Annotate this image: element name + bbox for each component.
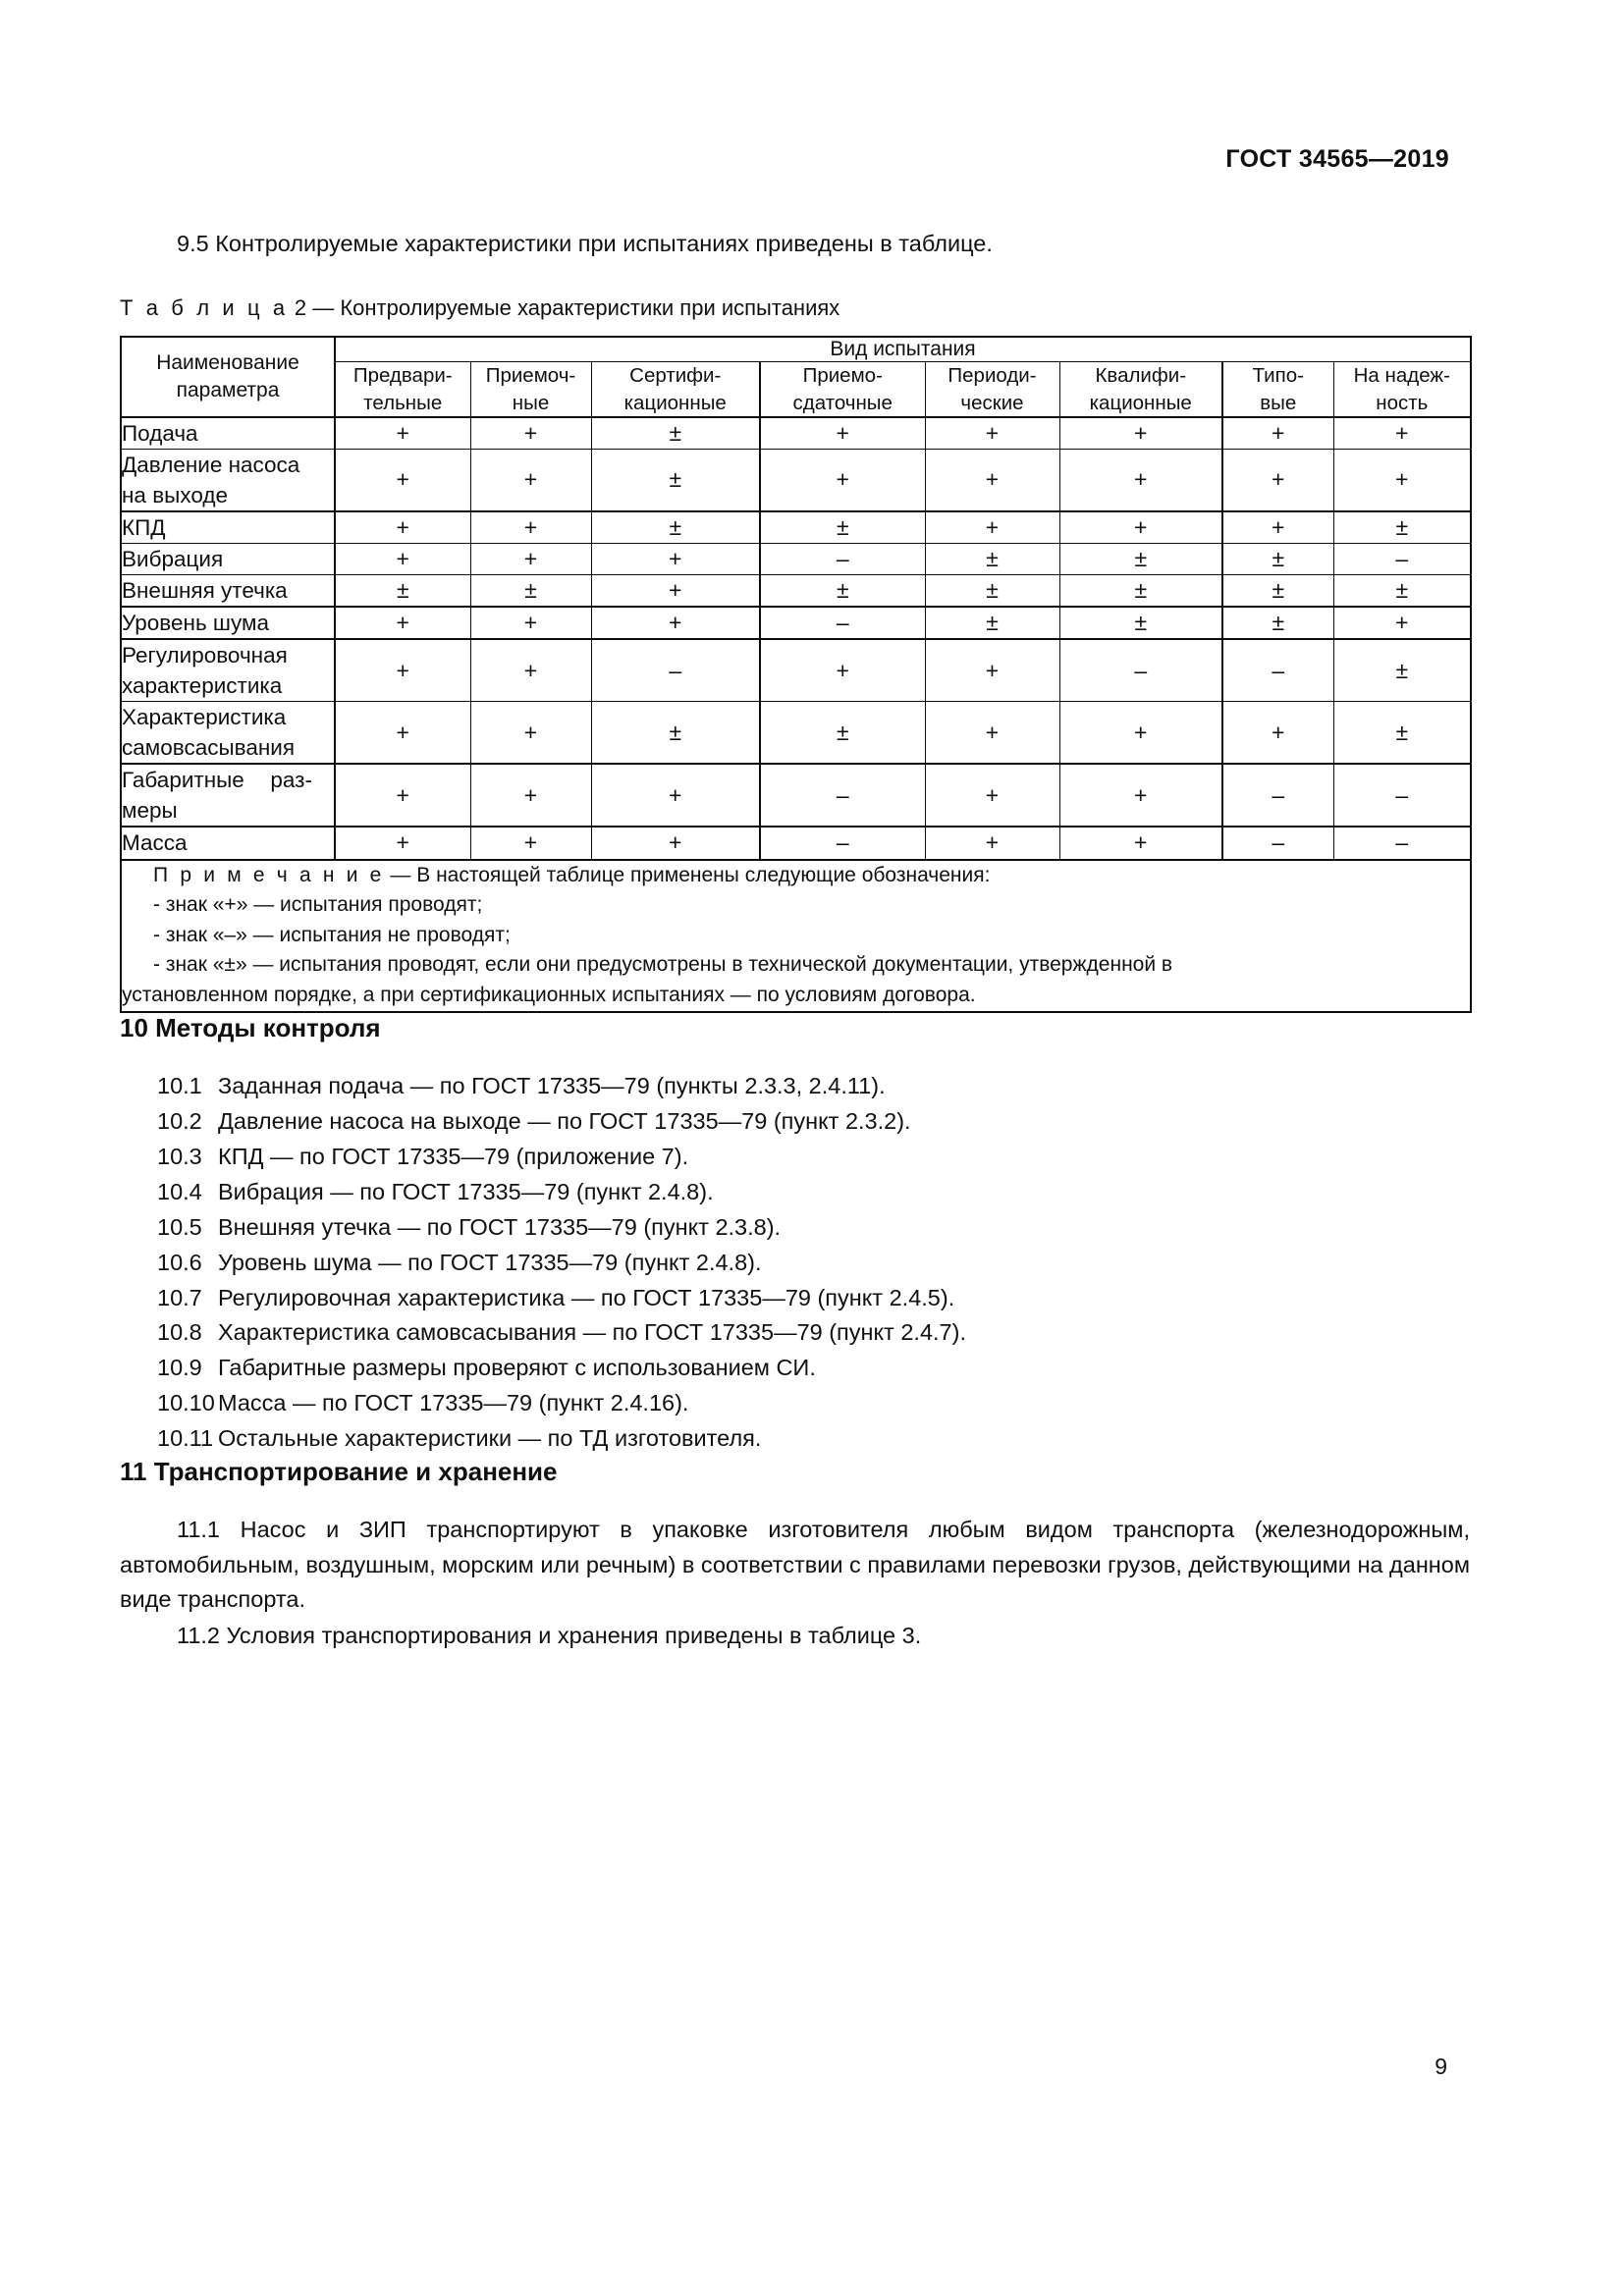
- header-col-certification-line2: кационные: [623, 391, 727, 414]
- header-test-type-group: Вид испытания: [335, 337, 1471, 362]
- clause-text: Заданная подача — по ГОСТ 17335—79 (пункты 2.3.3, 2.4.11).: [218, 1072, 886, 1098]
- cell-value: +: [470, 702, 591, 765]
- table-row: [121, 702, 1471, 765]
- row-label-line1: Характеристика: [122, 705, 287, 730]
- header-col-acceptance-delivery-line1: Приемо-: [802, 364, 883, 388]
- table-head: [121, 337, 1471, 417]
- cell-value: +: [760, 639, 925, 702]
- table-caption-word: Т а б л и ц а: [120, 295, 289, 321]
- header-col-type: [1222, 362, 1333, 417]
- header-col-preliminary: [335, 362, 470, 417]
- cell-value: +: [470, 544, 591, 575]
- clause-11-1: 11.1 Насос и ЗИП транспортируют в упаковке изготовителя любым видом транспорта (железнодорожным, автомобильным, воздушным, морским или речным) в соответствии с правилами перевозки грузов, действующими на данном виде транспорта.: [120, 1517, 1470, 1612]
- cell-value: ±: [1222, 607, 1333, 639]
- header-col-acceptance-line2: ные: [512, 391, 550, 414]
- cell-value: ±: [760, 511, 925, 544]
- row-label-line2: на выходе: [122, 482, 228, 507]
- clause-10-11: [157, 1421, 1470, 1457]
- cell-value: ±: [925, 607, 1059, 639]
- cell-value: –: [591, 639, 760, 702]
- cell-value: +: [335, 764, 470, 827]
- cell-value: +: [591, 827, 760, 859]
- clause-10-2: [157, 1104, 1470, 1140]
- row-label: [121, 511, 335, 544]
- clause-number: 10.4: [157, 1178, 202, 1204]
- cell-value: +: [470, 639, 591, 702]
- clause-10-9: [157, 1351, 1470, 1386]
- cell-value: ±: [1333, 702, 1471, 765]
- clause-10-10: [157, 1386, 1470, 1421]
- cell-value: ±: [1333, 639, 1471, 702]
- running-header: ГОСТ 34565—2019: [1225, 145, 1449, 173]
- cell-value: +: [335, 417, 470, 450]
- header-col-reliability-line2: ность: [1376, 391, 1429, 414]
- row-label-line1: КПД: [122, 515, 166, 540]
- table-note-row: [121, 860, 1471, 1012]
- clause-text: Остальные характеристики — по ТД изготовителя.: [218, 1425, 762, 1452]
- table-row: [121, 607, 1471, 639]
- table-row: [121, 544, 1471, 575]
- cell-value: +: [470, 511, 591, 544]
- cell-value: +: [760, 417, 925, 450]
- row-label: [121, 449, 335, 511]
- cell-value: ±: [335, 575, 470, 608]
- clause-text: Уровень шума — по ГОСТ 17335—79 (пункт 2.4.8).: [218, 1249, 762, 1275]
- table-row: [121, 639, 1471, 702]
- cell-value: –: [1222, 764, 1333, 827]
- clause-text: Масса — по ГОСТ 17335—79 (пункт 2.4.16).: [218, 1390, 689, 1416]
- clause-number: 10.9: [157, 1355, 202, 1381]
- header-col-qualification-line2: кационные: [1089, 391, 1192, 414]
- clause-text: Давление насоса на выходе — по ГОСТ 17335—79 (пункт 2.3.2).: [218, 1107, 911, 1134]
- header-col-certification: [591, 362, 760, 417]
- table-row: [121, 575, 1471, 608]
- table-caption-dash: —: [312, 295, 335, 321]
- cell-value: –: [1222, 639, 1333, 702]
- header-parameter-name: [121, 337, 335, 417]
- header-col-reliability-line1: На надеж-: [1353, 364, 1450, 388]
- row-label: [121, 544, 335, 575]
- table-caption-number: 2: [294, 295, 307, 321]
- clause-text: Регулировочная характеристика — по ГОСТ 17335—79 (пункт 2.4.5).: [218, 1284, 955, 1310]
- clause-number: 10.5: [157, 1213, 202, 1240]
- row-label: [121, 417, 335, 450]
- header-col-certification-line1: Сертифи-: [629, 364, 722, 388]
- cell-value: +: [1333, 449, 1471, 511]
- cell-value: ±: [760, 702, 925, 765]
- clause-number: 10.1: [157, 1072, 202, 1098]
- clause-number: 10.6: [157, 1249, 202, 1275]
- cell-value: +: [1059, 702, 1222, 765]
- note-item-plusminus-line2: установленном порядке, а при сертификационных испытаниях — по условиям договора.: [122, 984, 976, 1007]
- table-row: [121, 449, 1471, 511]
- header-col-qualification: [1059, 362, 1222, 417]
- clause-10-5: [157, 1210, 1470, 1246]
- cell-value: +: [335, 511, 470, 544]
- cell-value: –: [1222, 827, 1333, 859]
- cell-value: –: [760, 607, 925, 639]
- header-col-reliability: [1333, 362, 1471, 417]
- cell-value: +: [470, 449, 591, 511]
- row-label-line1: Уровень шума: [122, 611, 269, 636]
- cell-value: ±: [1059, 575, 1222, 608]
- header-col-type-line2: вые: [1260, 391, 1297, 414]
- cell-value: –: [1333, 827, 1471, 859]
- cell-value: ±: [760, 575, 925, 608]
- clause-number: 10.3: [157, 1143, 202, 1169]
- table-caption: [120, 295, 1470, 321]
- cell-value: ±: [1333, 575, 1471, 608]
- clause-text: Габаритные размеры проверяют с использованием СИ.: [218, 1355, 816, 1381]
- cell-value: +: [925, 417, 1059, 450]
- table-head-row-1: [121, 337, 1471, 362]
- page-number: 9: [1435, 2054, 1447, 2079]
- cell-value: ±: [1333, 511, 1471, 544]
- header-parameter-name-line2: параметра: [176, 379, 280, 402]
- table-row: [121, 511, 1471, 544]
- clause-10-8: [157, 1315, 1470, 1351]
- note-item-plusminus-line1: - знак «±» — испытания проводят, если они предусмотрены в технической документации, утвержденной в: [153, 953, 1173, 977]
- clause-number: 10.8: [157, 1319, 202, 1346]
- cell-value: –: [760, 764, 925, 827]
- row-label-line1: Вибрация: [122, 547, 224, 572]
- row-label-line1: Давление насоса: [122, 452, 300, 477]
- cell-value: ±: [1059, 607, 1222, 639]
- row-label-line2: самовсасывания: [122, 735, 296, 761]
- cell-value: +: [1333, 417, 1471, 450]
- cell-value: –: [1333, 764, 1471, 827]
- cell-value: ±: [591, 702, 760, 765]
- header-col-preliminary-line1: Предвари-: [352, 364, 453, 388]
- cell-value: +: [760, 449, 925, 511]
- cell-value: +: [335, 607, 470, 639]
- clause-text: Характеристика самовсасывания — по ГОСТ 17335—79 (пункт 2.4.7).: [218, 1319, 966, 1346]
- cell-value: +: [591, 607, 760, 639]
- header-col-acceptance-delivery-line2: сдаточные: [792, 391, 893, 414]
- cell-value: +: [335, 827, 470, 859]
- clause-10-7: [157, 1281, 1470, 1316]
- controlled-characteristics-table: [120, 336, 1472, 1012]
- table-caption-title: Контролируемые характеристики при испытаниях: [340, 295, 840, 321]
- note-heading: [122, 861, 1470, 891]
- cell-value: +: [470, 607, 591, 639]
- clause-text: Вибрация — по ГОСТ 17335—79 (пункт 2.4.8).: [218, 1178, 714, 1204]
- clause-10-3: [157, 1140, 1470, 1175]
- table-body: [121, 417, 1471, 1012]
- cell-value: +: [470, 417, 591, 450]
- table-row: [121, 764, 1471, 827]
- note-item-plusminus: [122, 950, 1470, 1010]
- note-heading-text: — В настоящей таблице применены следующие обозначения:: [384, 863, 991, 886]
- cell-value: +: [1222, 702, 1333, 765]
- cell-value: +: [925, 639, 1059, 702]
- cell-value: ±: [591, 417, 760, 450]
- section-10-heading: 10 Методы контроля: [120, 1012, 381, 1042]
- table-row: [121, 827, 1471, 859]
- page-content: [120, 228, 1470, 1653]
- note-item-minus: - знак «–» — испытания не проводят;: [153, 923, 511, 946]
- cell-value: +: [470, 827, 591, 859]
- cell-value: +: [925, 702, 1059, 765]
- row-label: [121, 827, 335, 859]
- cell-value: –: [760, 544, 925, 575]
- header-parameter-name-line1: Наименование: [156, 350, 299, 374]
- cell-value: +: [1222, 449, 1333, 511]
- note-word: П р и м е ч а н и е: [153, 863, 385, 886]
- header-col-qualification-line1: Квалифи-: [1095, 364, 1187, 388]
- header-col-type-line1: Типо-: [1252, 364, 1304, 388]
- row-label-line1: Внешняя утечка: [122, 578, 288, 604]
- cell-value: +: [925, 449, 1059, 511]
- cell-value: +: [925, 511, 1059, 544]
- row-label-line2: характеристика: [122, 673, 283, 699]
- cell-value: +: [1059, 417, 1222, 450]
- cell-value: +: [335, 544, 470, 575]
- cell-value: ±: [925, 544, 1059, 575]
- cell-value: +: [335, 449, 470, 511]
- cell-value: ±: [470, 575, 591, 608]
- cell-value: +: [591, 544, 760, 575]
- row-label: [121, 639, 335, 702]
- row-label-line1: Регулировочная: [122, 643, 288, 668]
- clause-10-4: [157, 1175, 1470, 1210]
- cell-value: ±: [591, 511, 760, 544]
- cell-value: +: [1059, 511, 1222, 544]
- table-note: [121, 860, 1471, 1012]
- cell-value: +: [335, 639, 470, 702]
- cell-value: +: [1222, 417, 1333, 450]
- cell-value: +: [591, 764, 760, 827]
- clause-10-1: [157, 1069, 1470, 1104]
- row-label: [121, 764, 335, 827]
- cell-value: +: [1059, 764, 1222, 827]
- cell-value: ±: [1222, 544, 1333, 575]
- clause-number: 10.2: [157, 1107, 202, 1134]
- section-11-heading: 11 Транспортирование и хранение: [120, 1457, 558, 1487]
- row-label-line1: Габаритные раз-: [122, 768, 312, 793]
- cell-value: +: [925, 827, 1059, 859]
- clause-9-5: 9.5 Контролируемые характеристики при испытаниях приведены в таблице.: [177, 231, 993, 256]
- cell-value: ±: [925, 575, 1059, 608]
- cell-value: +: [470, 764, 591, 827]
- cell-value: –: [760, 827, 925, 859]
- cell-value: –: [1333, 544, 1471, 575]
- note-item-plus: - знак «+» — испытания проводят;: [153, 893, 483, 917]
- row-label-line1: Подача: [122, 420, 198, 446]
- clause-11-2: 11.2 Условия транспортирования и хранения приведены в таблице 3.: [177, 1623, 922, 1649]
- clause-number: 10.10: [157, 1390, 215, 1416]
- cell-value: +: [1333, 607, 1471, 639]
- header-col-periodic-line2: ческие: [960, 391, 1024, 414]
- cell-value: ±: [1059, 544, 1222, 575]
- clause-text: КПД — по ГОСТ 17335—79 (приложение 7).: [218, 1143, 689, 1169]
- clause-number: 10.11: [157, 1425, 214, 1452]
- cell-value: +: [591, 575, 760, 608]
- clause-text: Внешняя утечка — по ГОСТ 17335—79 (пункт 2.3.8).: [218, 1213, 782, 1240]
- header-col-acceptance-line1: Приемоч-: [485, 364, 576, 388]
- cell-value: ±: [1222, 575, 1333, 608]
- header-col-preliminary-line2: тельные: [363, 391, 443, 414]
- header-col-periodic: [925, 362, 1059, 417]
- header-col-acceptance: [470, 362, 591, 417]
- row-label: [121, 607, 335, 639]
- cell-value: +: [1222, 511, 1333, 544]
- row-label: [121, 702, 335, 765]
- header-col-acceptance-delivery: [760, 362, 925, 417]
- cell-value: +: [925, 764, 1059, 827]
- cell-value: +: [1059, 827, 1222, 859]
- cell-value: –: [1059, 639, 1222, 702]
- clause-number: 10.7: [157, 1284, 202, 1310]
- section-10-clauses: [157, 1069, 1470, 1457]
- cell-value: +: [1059, 449, 1222, 511]
- cell-value: ±: [591, 449, 760, 511]
- clause-10-6: [157, 1246, 1470, 1281]
- header-col-periodic-line1: Периоди-: [947, 364, 1037, 388]
- row-label-line2: меры: [122, 798, 178, 824]
- table-row: [121, 417, 1471, 450]
- cell-value: +: [335, 702, 470, 765]
- row-label-line1: Масса: [122, 830, 188, 856]
- row-label: [121, 575, 335, 608]
